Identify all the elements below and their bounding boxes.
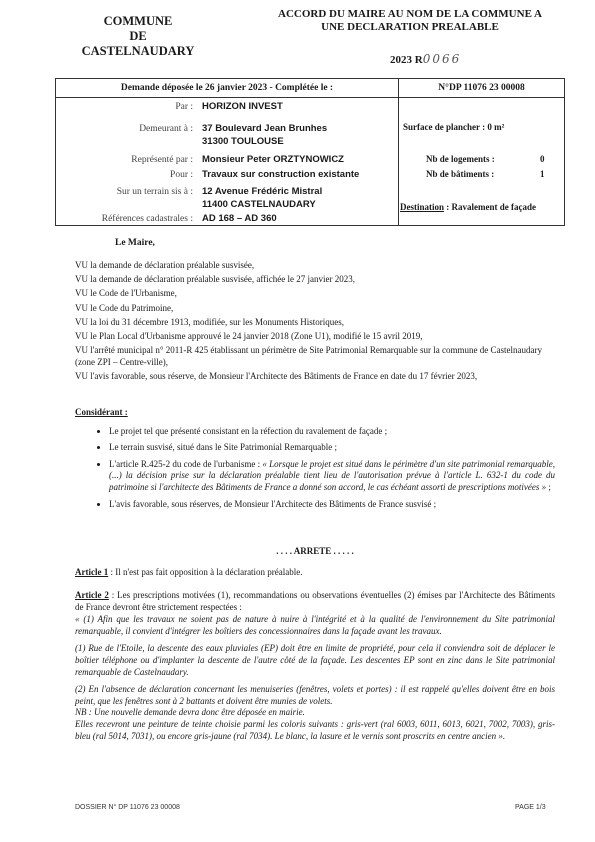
box-header [56, 79, 564, 98]
field-value-represente: Monsieur Peter ORZTYNOWICZ [202, 154, 344, 165]
considerant-section [75, 407, 555, 515]
article-2-item: (2) En l'absence de déclaration concernant les menuiseries (fenêtres, volets et portes) : il est rappelé qu'elles doivent être en bois peint, que les fenêtres sont à 2 battants et doivent être munies de volets. [75, 684, 555, 706]
logements-value: 0 [540, 154, 545, 164]
vu-item: VU le Code de l'Urbanisme, [75, 288, 177, 299]
considerant-tail: ; [546, 481, 551, 492]
article-2-item: « (1) Afin que les travaux ne soient pas de nature à nuire à l'intégrité et à la qualité de l'environnement du Site patrimonial remarquable, il convient d'intégrer les boîtiers des concessionnaires dans la façade avant les travaux. [75, 614, 555, 636]
vu-item: VU le Code du Patrimoine, [75, 302, 174, 313]
vu-item: VU le Plan Local d'Urbanisme approuvé le 24 janvier 2018 (Zone U1), modifié le 15 avril 2019, [75, 330, 423, 341]
commune-line-3: CASTELNAUDARY [81, 44, 195, 58]
article-2 [75, 590, 555, 742]
considerant-item [109, 426, 555, 438]
title-line-1: ACCORD DU MAIRE AU NOM DE LA COMMUNE A [278, 8, 542, 20]
vu-item: VU la loi du 31 décembre 1913, modifiée, sur les Monuments Historiques, [75, 316, 344, 327]
field-value-par: HORIZON INVEST [202, 101, 283, 112]
field-label-par: Par : [175, 102, 193, 112]
considerant-title: Considérant : [75, 407, 128, 417]
deposit-date: Demande déposée le 26 janvier 2023 - Complétée le : [56, 79, 399, 97]
field-label-cadastre: Références cadastrales : [101, 214, 193, 224]
article-1-label: Article 1 [75, 567, 109, 577]
field-value-demeurant-city: 31300 TOULOUSE [202, 136, 284, 147]
batiments-label: Nb de bâtiments : [426, 169, 495, 179]
article-1 [75, 567, 555, 579]
article-2-item: (1) Rue de l'Etoile, la descente des eaux pluviales (EP) doit être en limite de propriété, pour cela il conviendra soit de déplacer le boîtier téléphone ou d'implanter la descente de l'autre côté de la façade. Les descentes EP sont en zinc dans le Site patrimonial remarquable de Castelnaudary. [75, 643, 555, 677]
ref-prefix: 2023 R [390, 54, 423, 66]
article-2-label: Article 2 [75, 590, 109, 600]
footer-dossier: DOSSIER N° DP 11076 23 00008 [75, 804, 180, 811]
footer-page: PAGE 1/3 [515, 804, 546, 811]
destination-label: Destination [400, 202, 445, 212]
ref-handwritten-number: 0066 [422, 52, 462, 66]
logements-label: Nb de logements : [426, 154, 495, 164]
field-value-terrain: 12 Avenue Frédéric Mistral [202, 186, 323, 197]
document-title [250, 8, 570, 34]
article-1-text: : Il n'est pas fait opposition à la déclaration préalable. [108, 567, 303, 577]
vu-item: VU l'avis favorable, sous réserve, de Monsieur l'Architecte des Bâtiments de France en date du 17 février 2023, [75, 370, 478, 381]
commune-title [78, 14, 198, 59]
arrete-heading: . . . . ARRETE . . . . . [276, 546, 354, 556]
field-label-terrain: Sur un terrain sis à : [116, 187, 193, 197]
considerant-quote: « Lorsque le projet est situé dans le périmètre d'un site patrimonial remarquable, (...) la décision prise sur la déclaration préalable tient lieu de l'autorisation prévue à l'article L. 632-1 du code du patrimoine si l'architecte des Bâtiments de France a donné son accord, le cas échéant assorti de prescriptions motivées » [109, 458, 555, 492]
considerant-list [75, 426, 555, 511]
considerant-item [109, 499, 555, 511]
dossier-number: N°DP 11076 23 00008 [438, 83, 525, 93]
field-value-terrain-city: 11400 CASTELNAUDARY [202, 199, 316, 210]
considerant-text: L'article R.425-2 du code de l'urbanisme : [109, 458, 263, 469]
vu-item: VU la demande de déclaration préalable susvisée, [75, 260, 255, 270]
considerant-text: Le projet tel que présenté consistant en la réfection du ravalement de façade ; [109, 425, 388, 436]
box-divider [398, 97, 399, 225]
article-2-item: NB : Une nouvelle demande devra donc être déposée en mairie. [75, 707, 305, 718]
surface-plancher: Surface de plancher : 0 m² [403, 122, 505, 132]
article-2-text: : Les prescriptions motivées (1), recommandations ou observations éventuelles (2) émises par l'Architecte des Bâtiments de France devront être strictement respectées : [75, 590, 555, 612]
field-value-demeurant: 37 Boulevard Jean Brunhes [202, 123, 328, 134]
field-value-cadastre: AD 168 – AD 360 [202, 213, 277, 224]
considerant-item [109, 442, 555, 454]
field-label-demeurant: Demeurant à : [139, 124, 193, 134]
dossier-info-box [55, 78, 565, 226]
le-maire: Le Maire, [115, 238, 155, 248]
batiments-value: 1 [540, 169, 545, 179]
field-label-pour: Pour : [170, 170, 193, 180]
title-line-2: UNE DECLARATION PREALABLE [321, 21, 499, 33]
field-label-represente: Représenté par : [131, 155, 193, 165]
vu-item: VU l'arrêté municipal n° 2011-R 425 établissant un périmètre de Site Patrimonial Remarquable sur la commune de Castelnaudary (zone ZPI – Centre-ville), [75, 345, 543, 367]
considerant-text: L'avis favorable, sous réserves, de Monsieur l'Architecte des Bâtiments de France susvisé ; [109, 498, 437, 509]
considerant-item [109, 459, 555, 494]
article-2-item: Elles recevront une peinture de teinte choisie parmi les coloris suivants : gris-vert (ral 6003, 6011, 6013, 6021, 7002, 7003), gris-bleu (ral 5014, 7031), ou encore gris-jaune (ral 7034). Le blanc, la lasure et le vernis sont proscrits en centre ancien ». [75, 718, 555, 741]
considerant-text: Le terrain susvisé, situé dans le Site Patrimonial Remarquable ; [109, 442, 337, 453]
vu-item: VU la demande de déclaration préalable susvisée, affichée le 27 janvier 2023, [75, 274, 355, 285]
arrete-reference [390, 52, 461, 66]
article-2-intro [75, 590, 555, 613]
destination [400, 202, 536, 212]
commune-line-2: DE [129, 29, 147, 43]
commune-line-1: COMMUNE [103, 14, 173, 28]
destination-value: : Ravalement de façade [444, 202, 536, 212]
vu-list [75, 260, 555, 385]
field-value-pour: Travaux sur construction existante [202, 169, 360, 180]
